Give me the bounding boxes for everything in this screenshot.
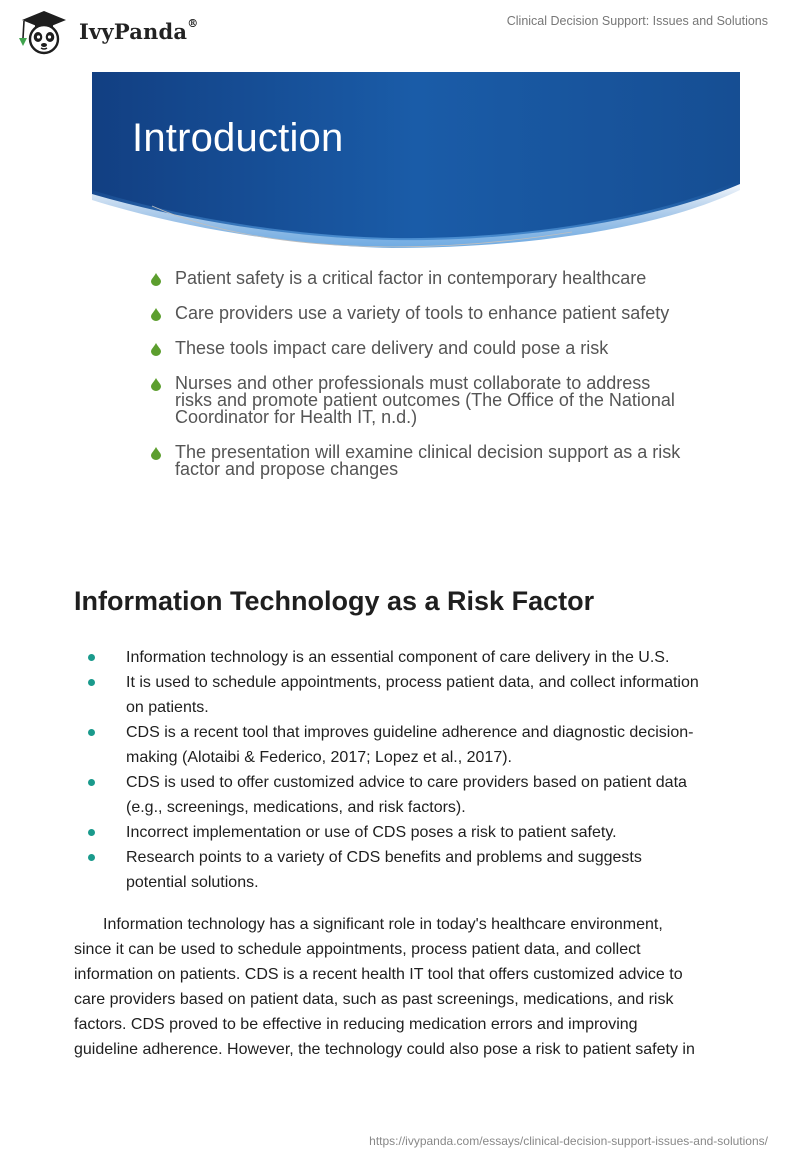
list-item: It is used to schedule appointments, process patient data, and collect information on patients. [86,670,746,720]
slide-image [92,72,740,502]
bullet-dot-icon [88,854,95,861]
drop-bullet-icon [151,447,161,460]
list-item: CDS is used to offer customized advice to care providers based on patient data (e.g., screenings, medications, and risk factors). [86,770,746,820]
document-title: Clinical Decision Support: Issues and Solutions [506,14,768,28]
source-url-link[interactable]: https://ivypanda.com/essays/clinical-decision-support-issues-and-solutions/ [369,1134,768,1148]
section-bullet-list [86,645,746,895]
bullet-dot-icon [88,829,95,836]
brand-name[interactable]: IvyPanda® [79,17,199,44]
slide-bullet: Care providers use a variety of tools to enhance patient safety [150,305,710,322]
drop-bullet-icon [151,273,161,286]
list-item: Information technology is an essential component of care delivery in the U.S. [86,645,746,670]
panda-graduate-icon[interactable] [14,8,74,56]
drop-bullet-icon [151,308,161,321]
bullet-dot-icon [88,779,95,786]
drop-bullet-icon [151,343,161,356]
slide-title: Introduction [132,116,344,160]
slide-bullet: The presentation will examine clinical decision support as a risk factor and propose changes [150,444,710,478]
list-item: CDS is a recent tool that improves guideline adherence and diagnostic decision- making (Alotaibi & Federico, 2017; Lopez et al., 2017). [86,720,746,770]
slide-bullet: These tools impact care delivery and could pose a risk [150,340,710,357]
section-heading: Information Technology as a Risk Factor [74,586,595,616]
body-paragraph: Information technology has a significant role in today's healthcare environment, since it can be used to schedule appointments, process patient data, and collect information on patients. CDS is a recent health IT tool that offers customized advice to care providers based on patient data, such as past screenings, medications, and risk factors. CDS proved to be effective in reducing medication errors and improving guideline adherence. However, the technology could also pose a risk to patient safety in [74,916,695,1058]
drop-bullet-icon [151,378,161,391]
list-item: Incorrect implementation or use of CDS poses a risk to patient safety. [86,820,746,845]
bullet-dot-icon [88,654,95,661]
slide-bullet-list [150,270,710,496]
slide-bullet: Nurses and other professionals must collaborate to address risks and promote patient outcomes (The Office of the National Coordinator for Health IT, n.d.) [150,375,710,426]
bullet-dot-icon [88,679,95,686]
list-item: Research points to a variety of CDS benefits and problems and suggests potential solutions. [86,845,746,895]
bullet-dot-icon [88,729,95,736]
page-header [0,0,800,62]
slide-bullet: Patient safety is a critical factor in contemporary healthcare [150,270,710,287]
